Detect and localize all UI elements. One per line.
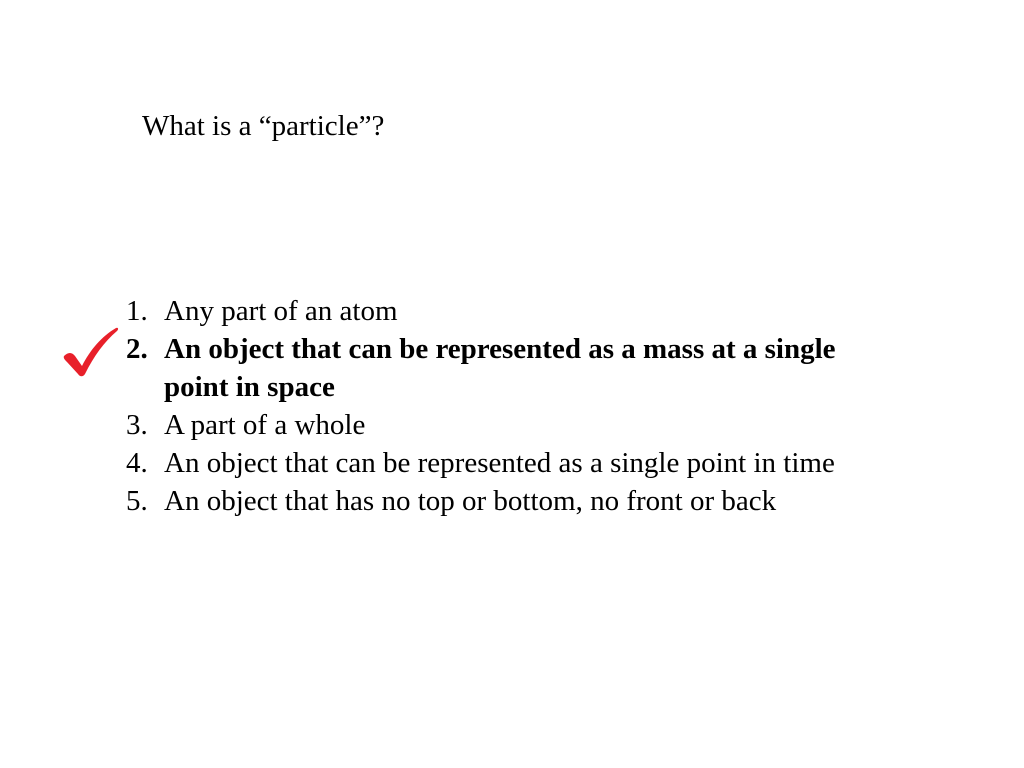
answer-list (126, 292, 916, 520)
answer-number: 5. (126, 485, 148, 517)
answer-text: An object that can be represented as a mass at a single point in space (164, 333, 836, 403)
answer-text: A part of a whole (164, 409, 366, 441)
answer-text: An object that has no top or bottom, no front or back (164, 485, 777, 517)
answer-number: 1. (126, 295, 148, 327)
answer-number: 2. (126, 333, 148, 365)
answer-option-2-selected[interactable] (126, 330, 916, 406)
answer-text: Any part of an atom (164, 295, 398, 327)
answer-number: 4. (126, 447, 148, 479)
answer-option-3[interactable] (126, 406, 916, 444)
checkmark-icon (60, 326, 120, 378)
answer-option-5[interactable] (126, 482, 916, 520)
answer-option-4[interactable] (126, 444, 916, 482)
answer-number: 3. (126, 409, 148, 441)
answer-option-1[interactable] (126, 292, 916, 330)
question-title: What is a “particle”? (142, 110, 385, 142)
answer-text: An object that can be represented as a single point in time (164, 447, 835, 479)
